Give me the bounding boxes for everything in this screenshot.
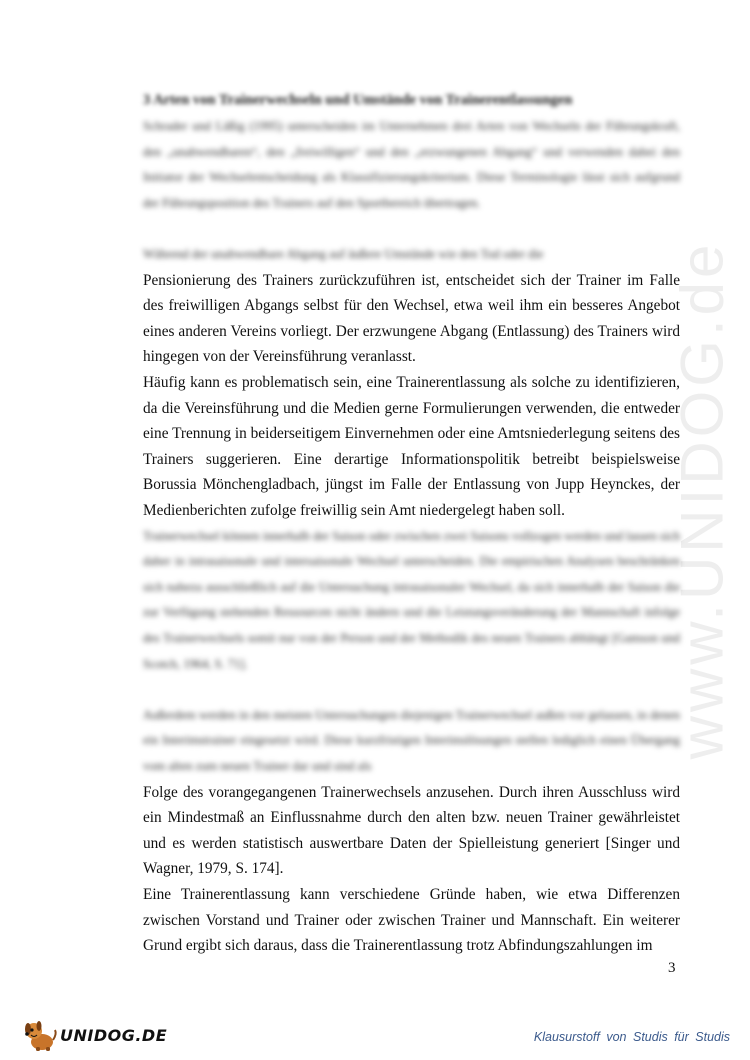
section-heading: 3 Arten von Trainerwechseln und Umstände von Trainerentlassungen [143, 92, 573, 108]
footer-tagline: Klausurstoff von Studis für Studis [533, 1030, 730, 1044]
page-number: 3 [668, 960, 676, 976]
watermark-text: www.UNIDOG.de [668, 240, 736, 760]
unidog-logo[interactable] [22, 1018, 168, 1052]
paragraph-4-blurred: Trainerwechsel können innerhalb der Saison oder zwischen zwei Saisons vollzogen werden und lassen sich daher in intrasaisonale und intersaisonale Wechsel unterscheiden. Die empirischen Analysen beschränken sich nahezu ausschließlich auf die Untersuchung intrasaisonaler Wechsel, da sich innerhalb der Saison die zur Verfügung stehenden Ressourcen nicht ändern und die Leistungsveränderung der Mannschaft infolge des Trainerwechsels somit nur von der Person und der Methodik des neuen Trainers abhängt [Gamson und Scotch, 1964, S. 71]. [143, 528, 680, 671]
logo-text: UNIDOG.DE [60, 1025, 168, 1045]
paragraph-5-blurred: Außerdem werden in den meisten Untersuchungen diejenigen Trainerwechsel außen vor gelassen, in denen ein Interimstrainer eingesetzt wird. Diese kurzfristigen Interimslösungen stellen lediglich einen Übergang vom alten zum neuen Trainer dar und sind als [143, 707, 680, 773]
paragraph-2-blurred-line: Während der unabwendbare Abgang auf äußere Umstände wie den Tod oder die [143, 247, 544, 261]
paragraph-3: Häufig kann es problematisch sein, eine Trainerentlassung als solche zu identifizieren, da die Vereinsführung und die Medien gerne Formulierungen verwenden, die entweder eine Trennung in beiderseitigem Einvernehmen oder eine Amtsniederlegung seitens des Trainers suggerieren. Eine derartige Informationspolitik betreibt beispielsweise Borussia Mönchengladbach, jüngst im Falle der Entlassung von Jupp Heynckes, der Medienberichten zufolge freiwillig sein Amt niedergelegt haben soll. [143, 373, 680, 519]
paragraph-6: Eine Trainerentlassung kann verschiedene Gründe haben, wie etwa Differenzen zwischen Vorstand und Trainer oder zwischen Trainer und Mannschaft. Ein weiterer Grund ergibt sich daraus, dass die Trainerentlassung trotz Abfindungszahlungen im [143, 885, 680, 955]
page-content [143, 90, 680, 959]
paragraph-1-blurred: Schrader und Läßig (1995) unterscheiden im Unternehmen drei Arten von Wechseln der Führungskraft, den „unabwendbaren“, den „freiwilligen“ und den „erzwungenen Abgang“ und verwenden dabei den Initiator der Wechselentscheidung als Klassifizierungskriterium. Diese Terminologie lässt sich aufgrund der Führungsposition des Trainers auf den Sportbereich übertragen. [143, 119, 680, 210]
paragraph-2: Pensionierung des Trainers zurückzuführen ist, entscheidet sich der Trainer im Falle des freiwilligen Abgangs selbst für den Wechsel, etwa weil ihm ein besseres Angebot eines anderen Vereins vorliegt. Der erzwungene Abgang (Entlassung) des Trainers wird hingegen von der Vereinsführung veranlasst. [143, 271, 680, 366]
paragraph-5: Folge des vorangegangenen Trainerwechsels anzusehen. Durch ihren Ausschluss wird ein Mindestmaß an Einflussnahme durch den alten bzw. neuen Trainer gewährleistet und es werden statistisch auswertbare Daten der Spielleistung generiert [Singer und Wagner, 1979, S. 174]. [143, 783, 680, 878]
dog-icon [22, 1018, 58, 1052]
